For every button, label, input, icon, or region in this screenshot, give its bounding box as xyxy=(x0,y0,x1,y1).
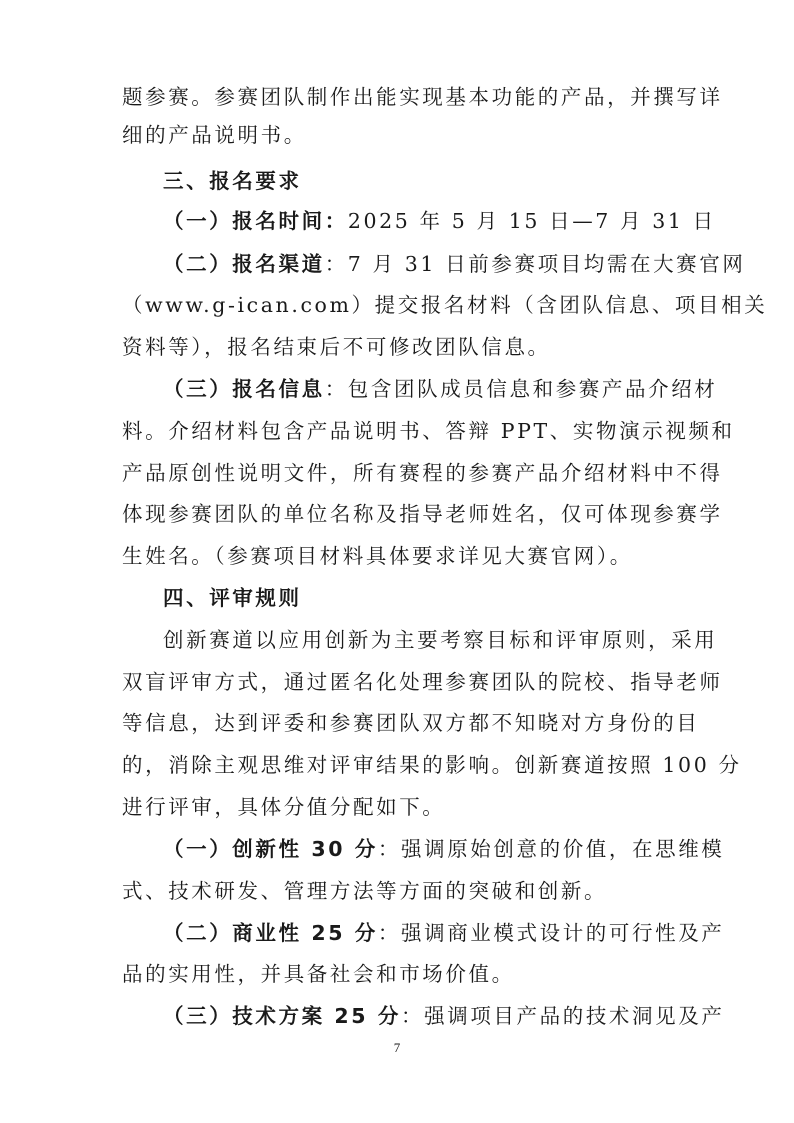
page-number: 7 xyxy=(393,1040,401,1055)
score-technical-label: （三）技术方案 25 分 xyxy=(163,1004,402,1028)
paragraph-line: 料。介绍材料包含产品说明书、答辩 PPT、实物演示视频和 xyxy=(122,419,735,443)
registration-info-text: ：包含团队成员信息和参赛产品介绍材 xyxy=(324,377,718,401)
score-commercial-text: ：强调商业模式设计的可行性及产 xyxy=(377,921,725,945)
paragraph-line: 式、技术研发、管理方法等方面的突破和创新。 xyxy=(122,879,608,903)
registration-info xyxy=(163,375,723,403)
registration-time-value: 2025 年 5 月 15 日—7 月 31 日 xyxy=(347,209,716,233)
paragraph-line: 品的实用性，并具备社会和市场价值。 xyxy=(122,962,515,986)
registration-time xyxy=(163,207,723,235)
paragraph-line: 双盲评审方式，通过匿名化处理参赛团队的院校、指导老师 xyxy=(122,670,723,694)
section-heading-review-rules: 四、评审规则 xyxy=(163,586,302,610)
paragraph-line: 的，消除主观思维对评审结果的影响。创新赛道按照 100 分 xyxy=(122,753,742,777)
registration-info-label: （三）报名信息 xyxy=(163,377,325,401)
score-innovation xyxy=(163,835,723,863)
score-commercial-label: （二）商业性 25 分 xyxy=(163,921,378,945)
score-technical-text: ：强调项目产品的技术洞见及产 xyxy=(401,1004,725,1028)
score-commercial xyxy=(163,919,723,947)
paragraph-line: 体现参赛团队的单位名称及指导老师姓名，仅可体现参赛学 xyxy=(122,502,723,526)
registration-time-label: （一）报名时间： xyxy=(163,209,348,233)
paragraph-line: 细的产品说明书。 xyxy=(122,123,307,147)
registration-channel-text: ：7 月 31 日前参赛项目均需在大赛官网 xyxy=(324,252,746,276)
paragraph-line: 创新赛道以应用创新为主要考察目标和评审原则，采用 xyxy=(163,628,718,652)
score-technical xyxy=(163,1002,723,1030)
paragraph-line: 产品原创性说明文件，所有赛程的参赛产品介绍材料中不得 xyxy=(122,461,723,485)
paragraph-line: 资料等），报名结束后不可修改团队信息。 xyxy=(122,335,551,359)
score-innovation-label: （一）创新性 30 分 xyxy=(163,837,378,861)
paragraph-line: 生姓名。（参赛项目材料具体要求详见大赛官网）。 xyxy=(122,544,633,568)
section-heading-registration: 三、报名要求 xyxy=(163,169,302,193)
paragraph-line: 题参赛。参赛团队制作出能实现基本功能的产品，并撰写详 xyxy=(122,85,723,109)
registration-channel-label: （二）报名渠道 xyxy=(163,252,325,276)
paragraph-line: 等信息，达到评委和参赛团队双方都不知晓对方身份的目 xyxy=(122,711,700,735)
paragraph-line: 进行评审，具体分值分配如下。 xyxy=(122,795,446,819)
paragraph-line: （www.g-ican.com）提交报名材料（含团队信息、项目相关 xyxy=(122,293,768,317)
score-innovation-text: ：强调原始创意的价值，在思维模 xyxy=(377,837,725,861)
registration-channel xyxy=(163,250,746,278)
